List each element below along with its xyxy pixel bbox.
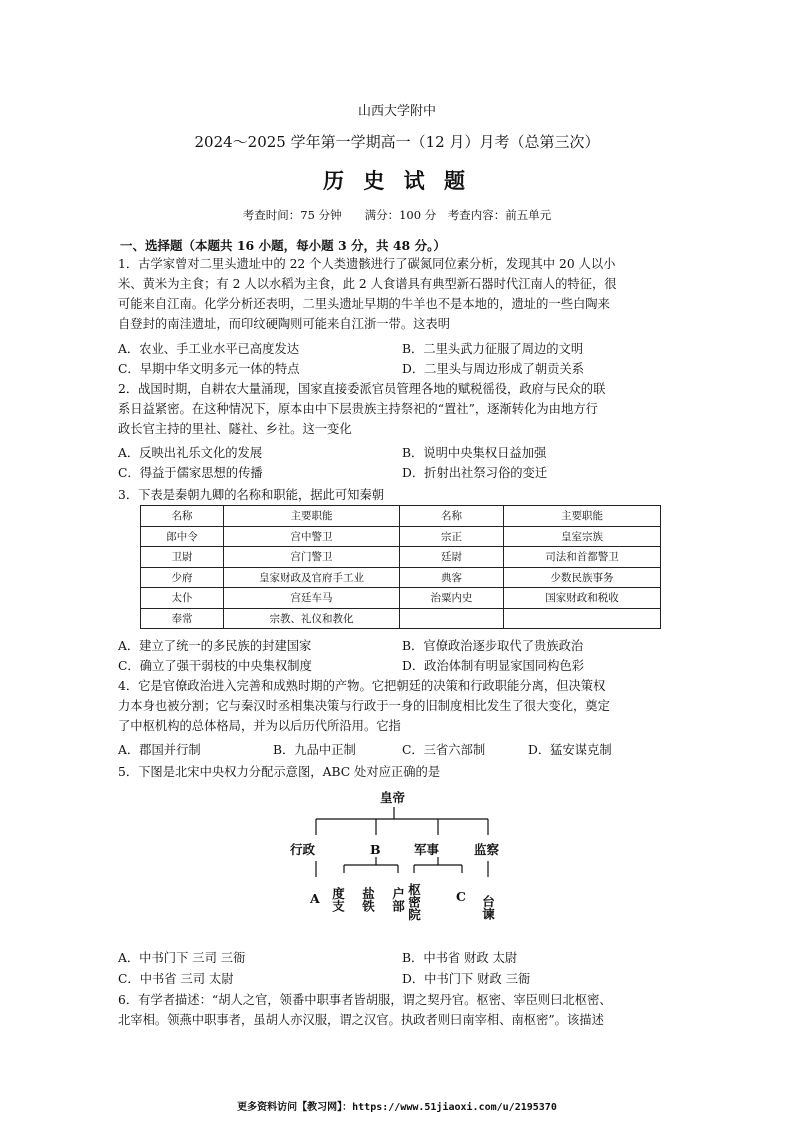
- table-cell: 宫门警卫: [224, 547, 400, 568]
- question-1-line: 可能来自江南。化学分析还表明，二里头遗址早期的牛羊也不是本地的，遗址的一些白陶来: [118, 297, 610, 312]
- question-5-stem: 5．下图是北宋中央权力分配示意图，ABC 处对应正确的是: [118, 765, 441, 779]
- exam-title: 2024～2025 学年第一学期高一（12 月）月考（总第三次）: [194, 133, 600, 151]
- q2-option-a[interactable]: A．反映出礼乐文化的发展: [118, 446, 263, 460]
- table-cell: 主要职能: [504, 506, 661, 527]
- section-title: 一、选择题（本题共 16 小题，每小题 3 分，共 48 分。）: [120, 238, 446, 253]
- exam-meta: 考查时间：75 分钟 满分：100 分 考查内容：前五单元: [242, 208, 552, 222]
- table-cell: 治粟内史: [400, 588, 504, 609]
- table-cell: 主要职能: [224, 506, 400, 527]
- question-2-line: 2．战国时期，自耕农大量涌现，国家直接委派官员管理各地的赋税徭役，政府与民众的联: [118, 382, 606, 396]
- q5-option-d[interactable]: D．中书门下 财政 三衙: [402, 972, 531, 986]
- q1-option-c[interactable]: C．早期中华文明多元一体的特点: [118, 362, 300, 376]
- q4-option-d[interactable]: D．猛安谋克制: [528, 743, 612, 757]
- q1-option-b[interactable]: B．二里头武力征服了周边的文明: [402, 342, 584, 356]
- table-cell: 宗正: [400, 526, 504, 547]
- diagram-admin: 行政: [290, 842, 316, 857]
- table-row: [141, 608, 661, 629]
- table-cell: 少数民族事务: [504, 567, 661, 588]
- diagram-shumiyuan: 枢密院: [406, 883, 422, 921]
- table-cell: 郎中令: [141, 526, 224, 547]
- q3-option-a[interactable]: A．建立了统一的多民族的封建国家: [118, 639, 312, 653]
- table-cell: 司法和首都警卫: [504, 547, 661, 568]
- table-row: [141, 506, 661, 527]
- q1-option-a[interactable]: A．农业、手工业水平已高度发达: [118, 342, 300, 356]
- table-cell: 宗教、礼仪和教化: [224, 608, 400, 629]
- question-1-line: 1．古学家曾对二里头遗址中的 22 个人类遗骸进行了碳氮同位素分析，发现其中 20 人以小: [118, 257, 616, 271]
- q1-option-d[interactable]: D．二里头与周边形成了朝贡关系: [402, 362, 585, 376]
- q4-option-c[interactable]: C．三省六部制: [402, 743, 486, 757]
- diagram-emperor: 皇帝: [380, 790, 406, 805]
- question-1-stem: [118, 254, 680, 334]
- table-cell: 皇室宗族: [504, 526, 661, 547]
- question-4-line: 了中枢机构的总体格局，并为以后历代所沿用。它指: [118, 719, 401, 734]
- table-row: [141, 567, 661, 588]
- diagram-c: C: [456, 889, 466, 904]
- question-4-line: 力本身也被分割；它与秦汉时丞相集决策与行政于一身的旧制度相比发生了很大变化，奠定: [118, 699, 610, 714]
- song-power-diagram: [290, 785, 520, 945]
- q2-option-d[interactable]: D．折射出社祭习俗的变迁: [402, 466, 548, 480]
- diagram-duzhi: 度支: [330, 887, 346, 912]
- table-cell: [400, 608, 504, 629]
- question-4-stem: [118, 676, 680, 736]
- q5-option-b[interactable]: B．中书省 财政 太尉: [402, 951, 518, 965]
- q4-option-b[interactable]: B．九品中正制: [273, 743, 356, 757]
- question-2-line: 政长官主持的里社、隧社、乡社。这一变化: [118, 422, 352, 437]
- table-cell: 廷尉: [400, 547, 504, 568]
- diagram-hubu: 户部: [390, 887, 406, 912]
- table-cell: 典客: [400, 567, 504, 588]
- question-1-line: 米、黄米为主食；有 2 人以水稻为主食，此 2 人食谱具有典型新石器时代江南人的特征，很: [118, 277, 617, 292]
- diagram-taijian: 台谏: [480, 895, 496, 920]
- question-4-line: 4．它是官僚政治进入完善和成熟时期的产物。它把朝廷的决策和行政职能分离，但决策权: [118, 679, 606, 693]
- question-6-line: 6．有学者描述：“胡人之官，领番中职事者皆胡服，谓之契丹官。枢密、宰臣则曰北枢密、: [118, 993, 612, 1007]
- q3-option-d[interactable]: D．政治体制有明显家国同构色彩: [402, 659, 585, 673]
- table-cell: 名称: [141, 506, 224, 527]
- table-cell: [504, 608, 661, 629]
- q2-option-c[interactable]: C．得益于儒家思想的传播: [118, 466, 263, 480]
- table-cell: 皇家财政及官府手工业: [224, 567, 400, 588]
- table-cell: 卫尉: [141, 547, 224, 568]
- diagram-military: 军事: [414, 842, 440, 857]
- diagram-yantie: 盐铁: [360, 887, 376, 912]
- diagram-b: B: [370, 842, 381, 857]
- q3-option-b[interactable]: B．官僚政治逐步取代了贵族政治: [402, 639, 584, 653]
- school-name: 山西大学附中: [357, 104, 436, 119]
- table-cell: 宫廷车马: [224, 588, 400, 609]
- table-cell: 太仆: [141, 588, 224, 609]
- question-2-stem: [118, 379, 680, 439]
- diagram-a: A: [310, 891, 320, 906]
- table-row: [141, 588, 661, 609]
- table-cell: 少府: [141, 567, 224, 588]
- table-cell: 国家财政和税收: [504, 588, 661, 609]
- table-row: [141, 526, 661, 547]
- diagram-supervise: 监察: [474, 842, 500, 857]
- table-cell: 奉常: [141, 608, 224, 629]
- q5-option-a[interactable]: A．中书门下 三司 三衙: [118, 951, 246, 965]
- q4-option-a[interactable]: A．郡国并行制: [118, 743, 201, 757]
- table-row: [141, 547, 661, 568]
- q5-option-c[interactable]: C．中书省 三司 太尉: [118, 972, 234, 986]
- nine-ministers-table: [140, 505, 661, 629]
- question-6-stem: [118, 990, 680, 1030]
- table-cell: 名称: [400, 506, 504, 527]
- question-3-stem: 3．下表是秦朝九卿的名称和职能，据此可知秦朝: [118, 488, 385, 502]
- q3-option-c[interactable]: C．确立了强干弱枝的中央集权制度: [118, 659, 312, 673]
- table-cell: 宫中警卫: [224, 526, 400, 547]
- q2-option-b[interactable]: B．说明中央集权日益加强: [402, 446, 547, 460]
- footer-link[interactable]: 更多资料访问【教习网】：https://www.51jiaoxi.com/u/2195370: [237, 1102, 557, 1113]
- question-2-line: 系日益紧密。在这种情况下，原本由中下层贵族主持祭祀的“置社”，逐渐转化为由地方行: [118, 402, 598, 417]
- subject-title: 历 史 试 题: [323, 168, 471, 193]
- question-1-line: 自登封的南洼遗址，而印纹硬陶则可能来自江浙一带。这表明: [118, 317, 451, 332]
- diagram-connectors: [316, 807, 488, 877]
- question-6-line: 北宰相。领燕中职事者，虽胡人亦汉服，谓之汉官。执政者则曰南宰相、南枢密”。该描述: [118, 1013, 604, 1028]
